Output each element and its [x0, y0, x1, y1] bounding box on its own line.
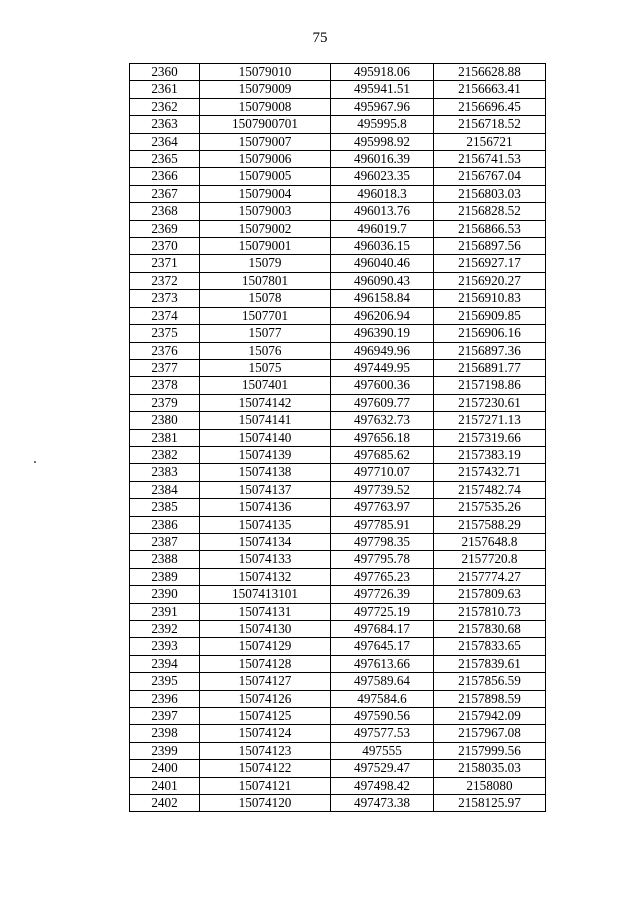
table-row — [130, 760, 546, 777]
y-coordinate-cell: 2157271.13 — [434, 412, 546, 429]
x-coordinate-cell: 495918.06 — [331, 64, 434, 81]
x-coordinate-cell: 495941.51 — [331, 81, 434, 98]
table-row — [130, 499, 546, 516]
row-index-cell: 2382 — [130, 446, 200, 463]
table-row — [130, 795, 546, 812]
point-id-cell: 15079005 — [200, 168, 331, 185]
point-id-cell: 15074127 — [200, 673, 331, 690]
x-coordinate-cell: 496158.84 — [331, 290, 434, 307]
y-coordinate-cell: 2156767.04 — [434, 168, 546, 185]
x-coordinate-cell: 496013.76 — [331, 203, 434, 220]
x-coordinate-cell: 497765.23 — [331, 568, 434, 585]
point-id-cell: 1507801 — [200, 272, 331, 289]
table-row — [130, 690, 546, 707]
table-row — [130, 673, 546, 690]
table-row — [130, 516, 546, 533]
x-coordinate-cell: 497632.73 — [331, 412, 434, 429]
point-id-cell: 1507701 — [200, 307, 331, 324]
row-index-cell: 2374 — [130, 307, 200, 324]
x-coordinate-cell: 495967.96 — [331, 98, 434, 115]
x-coordinate-cell: 497763.97 — [331, 499, 434, 516]
y-coordinate-cell: 2156628.88 — [434, 64, 546, 81]
table-row — [130, 81, 546, 98]
row-index-cell: 2380 — [130, 412, 200, 429]
y-coordinate-cell: 2156803.03 — [434, 185, 546, 202]
point-id-cell: 15074139 — [200, 446, 331, 463]
point-id-cell: 15074128 — [200, 655, 331, 672]
y-coordinate-cell: 2157856.59 — [434, 673, 546, 690]
point-id-cell: 15074135 — [200, 516, 331, 533]
point-id-cell: 15078 — [200, 290, 331, 307]
row-index-cell: 2391 — [130, 603, 200, 620]
x-coordinate-cell: 497645.17 — [331, 638, 434, 655]
row-index-cell: 2378 — [130, 377, 200, 394]
point-id-cell: 15074121 — [200, 777, 331, 794]
x-coordinate-cell: 497725.19 — [331, 603, 434, 620]
y-coordinate-cell: 2157198.86 — [434, 377, 546, 394]
x-coordinate-cell: 497710.07 — [331, 464, 434, 481]
point-id-cell: 15074140 — [200, 429, 331, 446]
point-id-cell: 15076 — [200, 342, 331, 359]
table-row — [130, 742, 546, 759]
x-coordinate-cell: 496040.46 — [331, 255, 434, 272]
x-coordinate-cell: 496023.35 — [331, 168, 434, 185]
row-index-cell: 2383 — [130, 464, 200, 481]
row-index-cell: 2388 — [130, 551, 200, 568]
y-coordinate-cell: 2157809.63 — [434, 586, 546, 603]
table-row — [130, 655, 546, 672]
table-row — [130, 412, 546, 429]
y-coordinate-cell: 2156696.45 — [434, 98, 546, 115]
y-coordinate-cell: 2157319.66 — [434, 429, 546, 446]
table-row — [130, 551, 546, 568]
point-id-cell: 15079007 — [200, 133, 331, 150]
table-row — [130, 725, 546, 742]
x-coordinate-cell: 497529.47 — [331, 760, 434, 777]
x-coordinate-cell: 497498.42 — [331, 777, 434, 794]
point-id-cell: 15074138 — [200, 464, 331, 481]
row-index-cell: 2369 — [130, 220, 200, 237]
y-coordinate-cell: 2157833.65 — [434, 638, 546, 655]
row-index-cell: 2394 — [130, 655, 200, 672]
x-coordinate-cell: 495995.8 — [331, 116, 434, 133]
row-index-cell: 2377 — [130, 359, 200, 376]
point-id-cell: 15079009 — [200, 81, 331, 98]
coordinates-table-body — [130, 64, 546, 812]
row-index-cell: 2371 — [130, 255, 200, 272]
x-coordinate-cell: 497785.91 — [331, 516, 434, 533]
x-coordinate-cell: 497600.36 — [331, 377, 434, 394]
row-index-cell: 2384 — [130, 481, 200, 498]
row-index-cell: 2364 — [130, 133, 200, 150]
y-coordinate-cell: 2156663.41 — [434, 81, 546, 98]
point-id-cell: 15079001 — [200, 238, 331, 255]
table-row — [130, 621, 546, 638]
y-coordinate-cell: 2156920.27 — [434, 272, 546, 289]
y-coordinate-cell: 2157383.19 — [434, 446, 546, 463]
table-row — [130, 98, 546, 115]
point-id-cell: 15074142 — [200, 394, 331, 411]
row-index-cell: 2375 — [130, 325, 200, 342]
point-id-cell: 15074132 — [200, 568, 331, 585]
y-coordinate-cell: 2158080 — [434, 777, 546, 794]
y-coordinate-cell: 2158125.97 — [434, 795, 546, 812]
point-id-cell: 15074134 — [200, 533, 331, 550]
row-index-cell: 2393 — [130, 638, 200, 655]
x-coordinate-cell: 497739.52 — [331, 481, 434, 498]
table-row — [130, 603, 546, 620]
x-coordinate-cell: 497577.53 — [331, 725, 434, 742]
x-coordinate-cell: 496206.94 — [331, 307, 434, 324]
table-row — [130, 446, 546, 463]
table-row — [130, 116, 546, 133]
x-coordinate-cell: 497798.35 — [331, 533, 434, 550]
x-coordinate-cell: 496036.15 — [331, 238, 434, 255]
row-index-cell: 2368 — [130, 203, 200, 220]
point-id-cell: 15077 — [200, 325, 331, 342]
table-row — [130, 464, 546, 481]
row-index-cell: 2360 — [130, 64, 200, 81]
y-coordinate-cell: 2157230.61 — [434, 394, 546, 411]
point-id-cell: 15079006 — [200, 151, 331, 168]
y-coordinate-cell: 2157535.26 — [434, 499, 546, 516]
table-row — [130, 255, 546, 272]
row-index-cell: 2400 — [130, 760, 200, 777]
row-index-cell: 2396 — [130, 690, 200, 707]
point-id-cell: 15079003 — [200, 203, 331, 220]
table-row — [130, 168, 546, 185]
table-row — [130, 307, 546, 324]
page-number: 75 — [312, 30, 328, 46]
point-id-cell: 15074122 — [200, 760, 331, 777]
row-index-cell: 2370 — [130, 238, 200, 255]
row-index-cell: 2363 — [130, 116, 200, 133]
table-row — [130, 708, 546, 725]
x-coordinate-cell: 497589.64 — [331, 673, 434, 690]
y-coordinate-cell: 2156741.53 — [434, 151, 546, 168]
table-row — [130, 429, 546, 446]
point-id-cell: 15074130 — [200, 621, 331, 638]
table-row — [130, 325, 546, 342]
row-index-cell: 2362 — [130, 98, 200, 115]
x-coordinate-cell: 497795.78 — [331, 551, 434, 568]
table-row — [130, 481, 546, 498]
y-coordinate-cell: 2157432.71 — [434, 464, 546, 481]
x-coordinate-cell: 496018.3 — [331, 185, 434, 202]
x-coordinate-cell: 497685.62 — [331, 446, 434, 463]
x-coordinate-cell: 496016.39 — [331, 151, 434, 168]
y-coordinate-cell: 2156906.16 — [434, 325, 546, 342]
y-coordinate-cell: 2157482.74 — [434, 481, 546, 498]
table-row — [130, 342, 546, 359]
y-coordinate-cell: 2157648.8 — [434, 533, 546, 550]
point-id-cell: 15075 — [200, 359, 331, 376]
point-id-cell: 15079 — [200, 255, 331, 272]
point-id-cell: 15074141 — [200, 412, 331, 429]
y-coordinate-cell: 2157839.61 — [434, 655, 546, 672]
x-coordinate-cell: 497656.18 — [331, 429, 434, 446]
y-coordinate-cell: 2156828.52 — [434, 203, 546, 220]
y-coordinate-cell: 2157999.56 — [434, 742, 546, 759]
x-coordinate-cell: 497584.6 — [331, 690, 434, 707]
row-index-cell: 2401 — [130, 777, 200, 794]
point-id-cell: 15074124 — [200, 725, 331, 742]
row-index-cell: 2372 — [130, 272, 200, 289]
coordinates-table — [129, 63, 546, 812]
x-coordinate-cell: 497449.95 — [331, 359, 434, 376]
point-id-cell: 1507401 — [200, 377, 331, 394]
x-coordinate-cell: 496949.96 — [331, 342, 434, 359]
y-coordinate-cell: 2157588.29 — [434, 516, 546, 533]
y-coordinate-cell: 2158035.03 — [434, 760, 546, 777]
point-id-cell: 15079004 — [200, 185, 331, 202]
point-id-cell: 15074136 — [200, 499, 331, 516]
row-index-cell: 2399 — [130, 742, 200, 759]
y-coordinate-cell: 2156721 — [434, 133, 546, 150]
row-index-cell: 2366 — [130, 168, 200, 185]
y-coordinate-cell: 2156866.53 — [434, 220, 546, 237]
x-coordinate-cell: 497684.17 — [331, 621, 434, 638]
row-index-cell: 2376 — [130, 342, 200, 359]
y-coordinate-cell: 2157810.73 — [434, 603, 546, 620]
y-coordinate-cell: 2156891.77 — [434, 359, 546, 376]
row-index-cell: 2385 — [130, 499, 200, 516]
scan-speck — [34, 461, 36, 463]
point-id-cell: 15079008 — [200, 98, 331, 115]
table-row — [130, 203, 546, 220]
table-row — [130, 359, 546, 376]
table-row — [130, 133, 546, 150]
y-coordinate-cell: 2156718.52 — [434, 116, 546, 133]
row-index-cell: 2367 — [130, 185, 200, 202]
point-id-cell: 15079002 — [200, 220, 331, 237]
y-coordinate-cell: 2157942.09 — [434, 708, 546, 725]
y-coordinate-cell: 2157967.08 — [434, 725, 546, 742]
x-coordinate-cell: 496019.7 — [331, 220, 434, 237]
table-row — [130, 151, 546, 168]
y-coordinate-cell: 2157898.59 — [434, 690, 546, 707]
x-coordinate-cell: 497473.38 — [331, 795, 434, 812]
point-id-cell: 15074125 — [200, 708, 331, 725]
y-coordinate-cell: 2156910.83 — [434, 290, 546, 307]
table-row — [130, 777, 546, 794]
row-index-cell: 2381 — [130, 429, 200, 446]
point-id-cell: 15074137 — [200, 481, 331, 498]
table-row — [130, 586, 546, 603]
table-row — [130, 377, 546, 394]
row-index-cell: 2373 — [130, 290, 200, 307]
point-id-cell: 15079010 — [200, 64, 331, 81]
y-coordinate-cell: 2156897.56 — [434, 238, 546, 255]
y-coordinate-cell: 2156897.36 — [434, 342, 546, 359]
y-coordinate-cell: 2157830.68 — [434, 621, 546, 638]
table-row — [130, 64, 546, 81]
x-coordinate-cell: 496390.19 — [331, 325, 434, 342]
table-row — [130, 394, 546, 411]
x-coordinate-cell: 497609.77 — [331, 394, 434, 411]
point-id-cell: 15074120 — [200, 795, 331, 812]
row-index-cell: 2361 — [130, 81, 200, 98]
x-coordinate-cell: 497726.39 — [331, 586, 434, 603]
x-coordinate-cell: 496090.43 — [331, 272, 434, 289]
table-row — [130, 568, 546, 585]
row-index-cell: 2392 — [130, 621, 200, 638]
row-index-cell: 2397 — [130, 708, 200, 725]
table-row — [130, 238, 546, 255]
row-index-cell: 2379 — [130, 394, 200, 411]
row-index-cell: 2389 — [130, 568, 200, 585]
point-id-cell: 1507413101 — [200, 586, 331, 603]
row-index-cell: 2387 — [130, 533, 200, 550]
row-index-cell: 2390 — [130, 586, 200, 603]
point-id-cell: 1507900701 — [200, 116, 331, 133]
x-coordinate-cell: 497590.56 — [331, 708, 434, 725]
y-coordinate-cell: 2156927.17 — [434, 255, 546, 272]
row-index-cell: 2395 — [130, 673, 200, 690]
x-coordinate-cell: 497613.66 — [331, 655, 434, 672]
table-row — [130, 533, 546, 550]
table-row — [130, 185, 546, 202]
point-id-cell: 15074133 — [200, 551, 331, 568]
y-coordinate-cell: 2157774.27 — [434, 568, 546, 585]
y-coordinate-cell: 2156909.85 — [434, 307, 546, 324]
row-index-cell: 2398 — [130, 725, 200, 742]
y-coordinate-cell: 2157720.8 — [434, 551, 546, 568]
point-id-cell: 15074131 — [200, 603, 331, 620]
table-row — [130, 638, 546, 655]
row-index-cell: 2402 — [130, 795, 200, 812]
table-row — [130, 290, 546, 307]
point-id-cell: 15074123 — [200, 742, 331, 759]
x-coordinate-cell: 495998.92 — [331, 133, 434, 150]
point-id-cell: 15074126 — [200, 690, 331, 707]
row-index-cell: 2386 — [130, 516, 200, 533]
table-row — [130, 272, 546, 289]
table-row — [130, 220, 546, 237]
row-index-cell: 2365 — [130, 151, 200, 168]
x-coordinate-cell: 497555 — [331, 742, 434, 759]
point-id-cell: 15074129 — [200, 638, 331, 655]
